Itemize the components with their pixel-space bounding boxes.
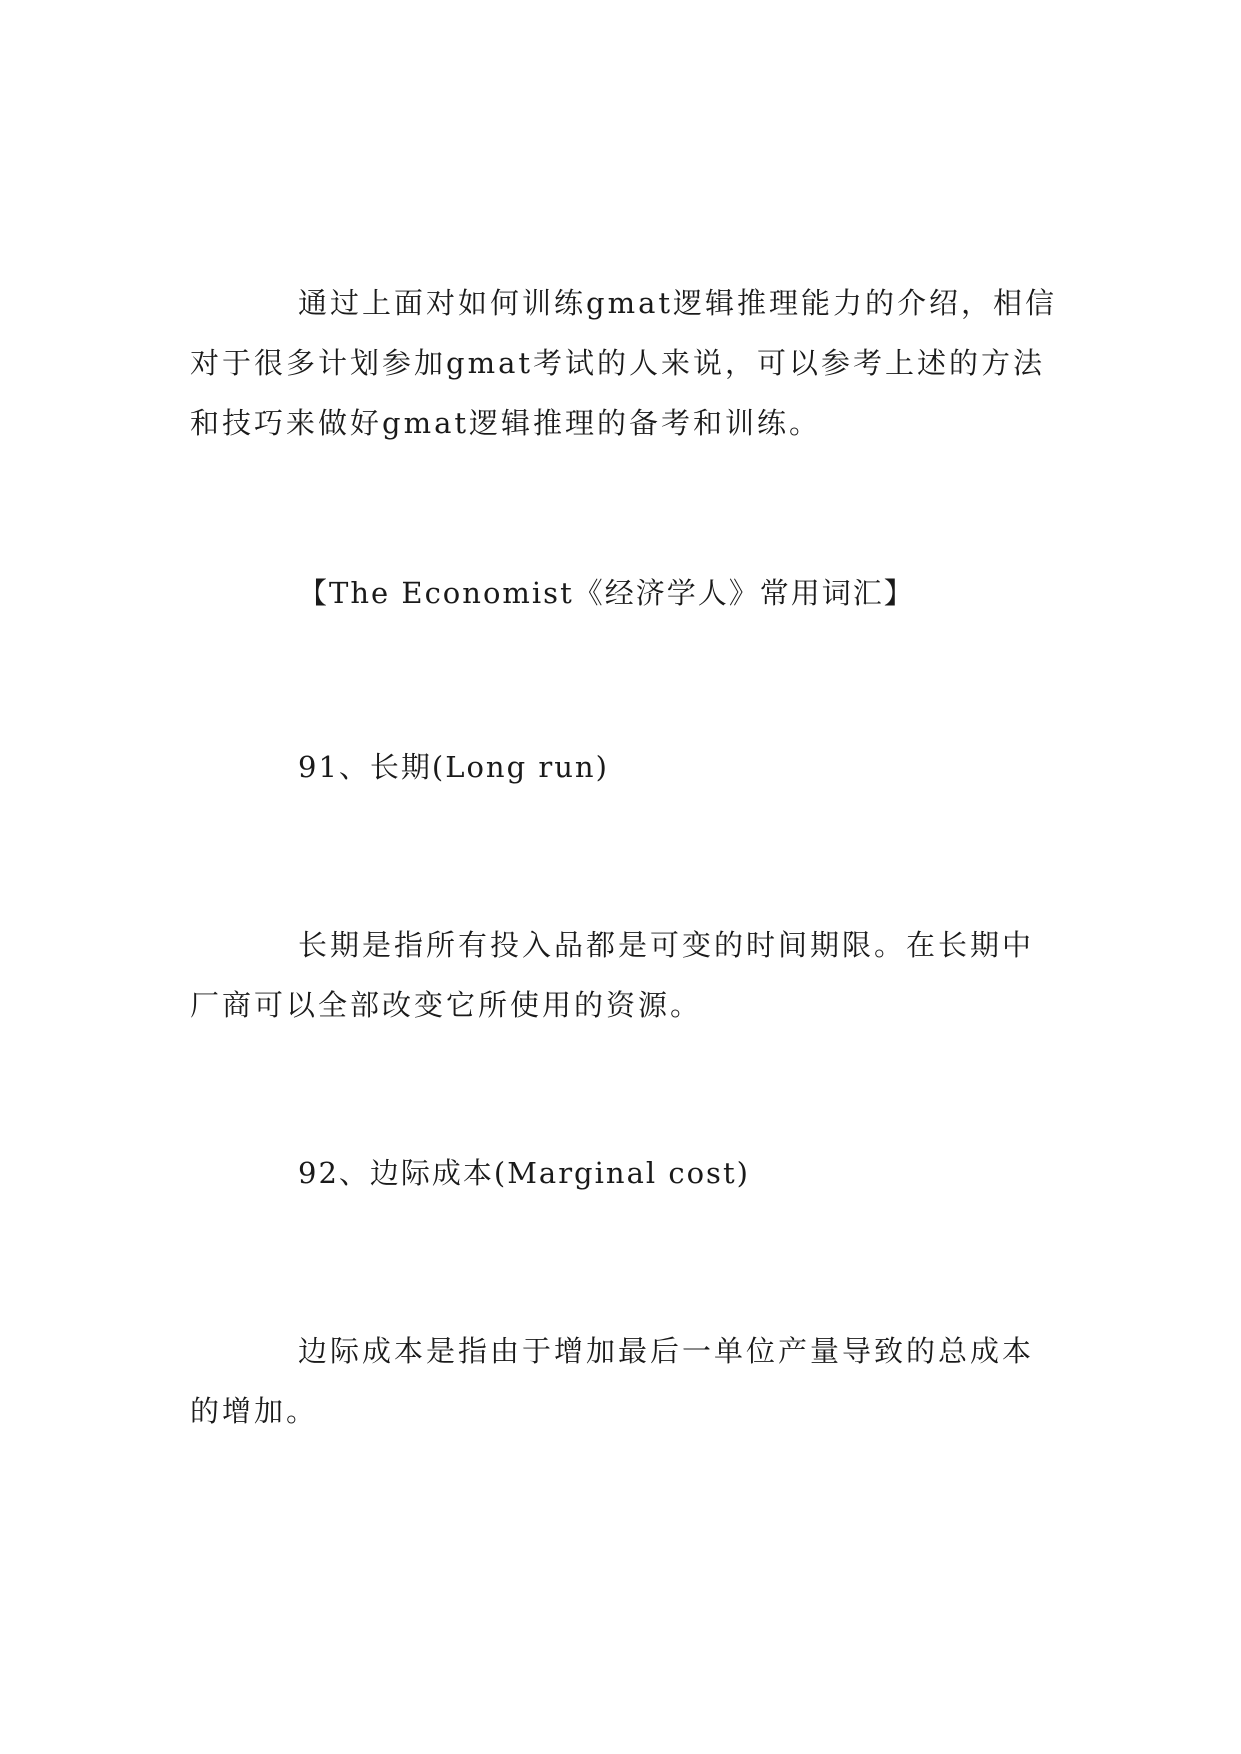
term-heading-91: 91、长期(Long run) <box>298 750 609 784</box>
intro-paragraph: 通过上面对如何训练gmat逻辑推理能力的介绍，相信对于很多计划参加gmat考试的人来说，可以参考上述的方法和技巧来做好gmat逻辑推理的备考和训练。 <box>190 286 1058 440</box>
term-heading-92: 92、边际成本(Marginal cost) <box>298 1156 750 1190</box>
vocabulary-section-title: 【The Economist《经济学人》常用词汇】 <box>298 576 915 610</box>
term-definition-92: 边际成本是指由于增加最后一单位产量导致的总成本的增加。 <box>190 1334 1035 1428</box>
term-definition-91: 长期是指所有投入品都是可变的时间期限。在长期中厂商可以全部改变它所使用的资源。 <box>190 928 1035 1022</box>
